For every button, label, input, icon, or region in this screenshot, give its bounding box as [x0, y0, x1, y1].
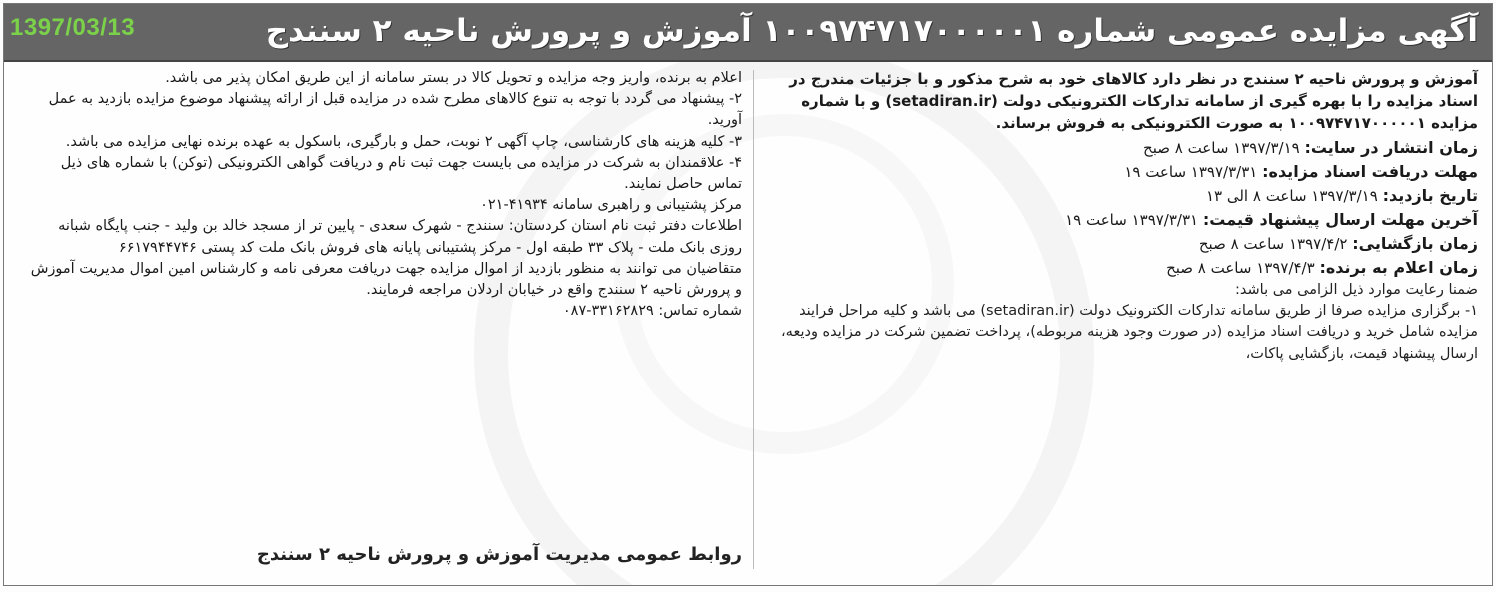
- notice-title: آگهی مزایده عمومی شماره ۱۰۰۹۷۴۷۱۷۰۰۰۰۰۱ آموزش و پرورش ناحیه ۲ سنندج: [265, 13, 1478, 49]
- note-item-2: ۲- پیشنهاد می گردد با توجه به تنوع کالاهای مطرح شده در مزایده قبل از ارائه پیشنهاد موضوع مزایده بازدید به عمل آورید.: [48, 91, 742, 129]
- schedule-value: ۱۳۹۷/۳/۳۱ ساعت ۱۹: [1065, 211, 1199, 229]
- schedule-value: ۱۳۹۷/۳/۱۹ ساعت ۸ الی ۱۳: [1205, 187, 1378, 205]
- note-item-1: ۱- برگزاری مزایده صرفا از طریق سامانه تدارکات الکترونیک دولت (setadiran.ir) می باشد و کلیه مراحل فرایند مزایده شامل خرید و دریافت اسناد مزایده (در صورت وجود هزینه مربوطه)، پرداخت تضمین شرکت در مزایده ودیعه، ارسال پیشنهاد قیمت، بازگشایی پاکات،: [781, 303, 1478, 362]
- right-column: [758, 68, 1478, 365]
- schedule-item: [758, 256, 1478, 280]
- column-divider: [753, 70, 754, 569]
- schedule-list: [758, 136, 1478, 280]
- registration-office-info: اطلاعات دفتر ثبت نام استان کردستان: سنندج - شهرک سعدی - پایین تر از مسجد خالد بن ولید - جنب پایگاه شبانه روزی بانک ملت - پلاک ۳۳ طبقه اول - مرکز پشتیبانی پایانه های فروش بانک ملت کد پستی ۶۶۱۷۹۴۴۷۴۶: [58, 218, 742, 256]
- note-item-3: ۳- کلیه هزینه های کارشناسی، چاپ آگهی ۲ نوبت، حمل و بارگیری، باسکول به عهده برنده نهایی مزایده می باشد.: [65, 133, 742, 150]
- publish-date: 1397/03/13: [10, 14, 136, 41]
- schedule-value: ۱۳۹۷/۳/۳۱ ساعت ۱۹: [1124, 163, 1258, 181]
- visit-instructions: متقاضیان می توانند به منظور بازدید از اموال مزایده جهت دریافت معرفی نامه و کارشناس امین اموال مدیریت آموزش و پرورش ناحیه ۲ سنندج واقع در خیابان اردلان مراجعه فرمایند.: [30, 260, 742, 299]
- intro-paragraph: آموزش و پرورش ناحیه ۲ سنندج در نظر دارد کالاهای خود به شرح مذکور و با جزئیات مندرج در اسناد مزایده را با بهره گیری از سامانه تدارکات الکترونیکی دولت (setadiran.ir) و با شماره مزایده ۱۰۰۹۷۴۷۱۷۰۰۰۰۰۱ به صورت الکترونیکی به فروش برساند.: [789, 70, 1478, 132]
- schedule-label: زمان اعلام به برنده:: [1319, 258, 1478, 277]
- schedule-item: [758, 160, 1478, 184]
- schedule-item: [758, 232, 1478, 256]
- title-bar: [4, 4, 1492, 62]
- schedule-item: [758, 208, 1478, 232]
- schedule-item: [758, 184, 1478, 208]
- schedule-label: زمان بازگشایی:: [1352, 234, 1478, 253]
- left-column: [30, 68, 742, 322]
- schedule-value: ۱۳۹۷/۴/۲ ساعت ۸ صبح: [1198, 235, 1348, 253]
- schedule-value: ۱۳۹۷/۳/۱۹ ساعت ۸ صبح: [1143, 139, 1300, 157]
- schedule-label: زمان انتشار در سایت:: [1304, 138, 1478, 157]
- contact-phone: شماره تماس: ۳۳۱۶۲۸۲۹-۰۸۷: [562, 303, 742, 320]
- schedule-item: [758, 136, 1478, 160]
- schedule-value: ۱۳۹۷/۴/۳ ساعت ۸ صبح: [1166, 259, 1315, 277]
- schedule-label: مهلت دریافت اسناد مزایده:: [1262, 162, 1478, 181]
- footer-signature: روابط عمومی مدیریت آموزش و پرورش ناحیه ۲ سنندج: [256, 544, 742, 565]
- note-intro: ضمنا رعایت موارد ذیل الزامی می باشد:: [1235, 282, 1478, 298]
- schedule-label: آخرین مهلت ارسال پیشنهاد قیمت:: [1202, 210, 1478, 229]
- paragraph-announce: اعلام به برنده، واریز وجه مزایده و تحویل کالا در بستر سامانه از این طریق امکان پذیر می باشد.: [165, 70, 742, 86]
- note-item-4: ۴- علاقمندان به شرکت در مزایده می بایست جهت ثبت نام و دریافت گواهی الکترونیکی (توکن) با شماره های ذیل تماس حاصل نمایند.: [60, 154, 742, 193]
- auction-notice: [3, 3, 1493, 586]
- support-center: مرکز پشتیبانی و راهبری سامانه ۴۱۹۳۴-۰۲۱: [480, 197, 742, 214]
- schedule-label: تاریخ بازدید:: [1382, 186, 1478, 205]
